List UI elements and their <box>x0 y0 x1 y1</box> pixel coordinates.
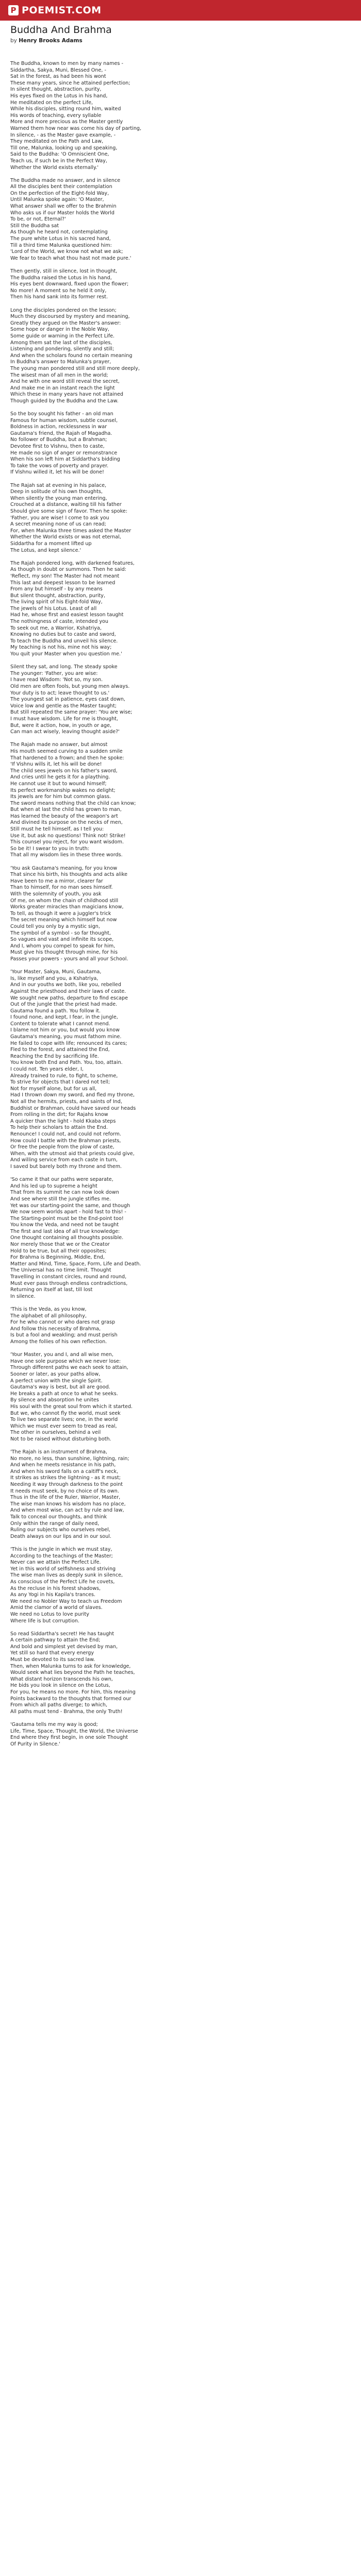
poem-line: Old men are often fools, but young men always. <box>10 684 130 689</box>
poem-line: In silence, - as the Master gave example, - <box>10 132 116 138</box>
poem-line: Sooner or later, as your paths allow, <box>10 1371 101 1377</box>
poem-line: And willing service from each caste in turn, <box>10 1157 118 1163</box>
poem-line: He failed to cope with life; renounced its cares; <box>10 1040 127 1046</box>
poem-line: So read Siddartha's secret! He has taught <box>10 1631 114 1637</box>
poem-line: Content to tolerate what I cannot mend. <box>10 1021 110 1027</box>
poem-line: Its perfect workmanship wakes no delight; <box>10 787 116 793</box>
poem-line: Some guide or warning in the Perfect Life. <box>10 333 115 339</box>
poem-stanza <box>10 268 351 301</box>
poem-line: Only within the range of daily need, <box>10 1520 100 1527</box>
poem-line: All the disciples bent their contemplation <box>10 184 112 190</box>
poem-line: He made no sign of anger or remonstrance <box>10 450 118 456</box>
poem-line: Some hope or danger in the Noble Way, <box>10 327 109 333</box>
poem-line: Returning on itself at last, till lost <box>10 1287 93 1293</box>
poem-line: Till one, Malunka, looking up and speaking, <box>10 145 118 151</box>
poem-line: As though in doubt or summons. Then he said: <box>10 567 126 573</box>
poem-line: So vagues and vast and infinite its scope, <box>10 937 114 943</box>
poem-line: Then gently, still in silence, lost in thought, <box>10 268 118 274</box>
poem-line: That from its summit he can now look down <box>10 1190 119 1196</box>
author-link[interactable]: Henry Brooks Adams <box>19 38 83 44</box>
poem-line: Siddartha, Sakya, Muni, Blessed One, - <box>10 67 106 73</box>
poem-line: We fear to teach what thou hast not made pure.' <box>10 255 132 261</box>
poem-line: To live two separate lives; one, in the world <box>10 1417 118 1423</box>
poem-line: Ruling our subjects who ourselves rebel, <box>10 1527 110 1533</box>
poem-line: Can man act wisely, leaving thought aside?' <box>10 729 120 735</box>
poem-container <box>10 24 351 1754</box>
poem-line: No more, no less, than sunshine, lightning, rain; <box>10 1455 129 1462</box>
poem-line: It needs must seek, by no choice of its own. <box>10 1488 119 1494</box>
poem-line: Renounce! I could not, and could not reform. <box>10 1131 121 1137</box>
poem-stanza <box>10 1307 351 1346</box>
poem-line: Must give his thought through mine, for his <box>10 950 118 956</box>
poem-line: We now seem worlds apart - hold fast to this! - <box>10 1209 126 1215</box>
poem-line: Amid the clamor of a world of slaves. <box>10 1605 103 1611</box>
poem-line: For you, he means no more. For him, this meaning <box>10 1689 136 1696</box>
poem-line: And divined its purpose on the necks of men, <box>10 820 123 826</box>
poem-line: End where they first begin, in one sole Thought <box>10 1735 128 1741</box>
poem-line: Knowing no duties but to caste and sword, <box>10 632 116 638</box>
poem-line: The Rajah made no answer, but almost <box>10 742 108 748</box>
poem-line: That since his birth, his thoughts and acts alike <box>10 872 127 878</box>
poem-line: The jewels of his Lotus. Least of all <box>10 605 97 612</box>
poem-line: Of Purity in Silence.' <box>10 1741 60 1747</box>
poem-line: I have read Wisdom: 'Not so, my son. <box>10 677 103 683</box>
poem-line: Among them sat the last of the disciples, <box>10 340 112 346</box>
poem-line: The Buddha made no answer, and in silence <box>10 177 121 183</box>
poem-line: Though guided by the Buddha and the Law. <box>10 398 119 404</box>
poem-line: On the perfection of the Eight-fold Way, <box>10 190 109 196</box>
poem-line: And make me in an instant reach the light <box>10 385 115 391</box>
site-header <box>0 0 361 21</box>
poem-line: Gautama's way is best, but all are good. <box>10 1384 110 1391</box>
poem-line: From any but himself - by any means <box>10 586 103 592</box>
poem-line: The young man pondered still and still more deeply, <box>10 365 140 371</box>
poem-line: The wisest man of all men in the world; <box>10 372 108 378</box>
poem-line: Gautama found a path. You follow it. <box>10 1008 101 1014</box>
poem-line: The wise man lives as deeply sunk in silence, <box>10 1572 123 1579</box>
poem-line: Is but a fool and weakling; and must perish <box>10 1332 118 1338</box>
poem-line: 'This is the jungle in which we must stay, <box>10 1546 112 1552</box>
poem-line: The Universal has no time limit. Thought <box>10 1267 111 1274</box>
poem-line: As conscious of the Perfect Life he covets, <box>10 1579 115 1585</box>
poem-line: The Rajah pondered long, with darkened features, <box>10 560 135 566</box>
poem-line: Has learned the beauty of the weapon's art <box>10 813 118 819</box>
poem-line: 'The Rajah is an instrument of Brahma, <box>10 1449 107 1455</box>
poem-line: I blame not him or you, but would you know <box>10 1027 120 1033</box>
poem-line: Life, Time, Space, Thought, the World, the Universe <box>10 1728 138 1734</box>
poem-line: Listening and pondering, silently and still; <box>10 346 114 352</box>
poem-line: Should give some sign of favor. Then he spoke: <box>10 508 127 514</box>
poem-line: We need no Lotus to love purity <box>10 1611 89 1617</box>
poem-line: Hold to be true, but all their opposites; <box>10 1248 107 1254</box>
poem-line: Must ever pass through endless contradictions, <box>10 1280 128 1286</box>
poem-line: By silence and absorption he unites <box>10 1397 99 1403</box>
poem-line: Death always on our lips and in our soul. <box>10 1533 111 1539</box>
poem-line: Needing it way through darkness to the point <box>10 1482 123 1488</box>
poem-line: But silent thought, abstraction, purity, <box>10 592 105 599</box>
poem-line: And his led up to supreme a height <box>10 1183 97 1189</box>
poem-line: Could tell you only by a mystic sign, <box>10 923 100 929</box>
poem-line: They meditated on the Path and Law, <box>10 139 104 145</box>
poem-line: The first and last idea of all true knowledge: <box>10 1228 120 1234</box>
poem-line: But when at last the child has grown to man, <box>10 807 122 813</box>
poem-line: Whether the World exists eternally.' <box>10 164 99 171</box>
poem-line: That hardened to a frown; and then he spoke: <box>10 755 124 761</box>
poem-line: A certain pathway to attain the End; <box>10 1637 101 1643</box>
poem-line: To tell, as though it were a juggler's trick <box>10 910 111 917</box>
poem-stanza <box>10 1631 351 1716</box>
poem-stanza <box>10 1177 351 1300</box>
poem-line: Still must he tell himself, as I tell you: <box>10 826 104 833</box>
poem-line: And cries until he gets it for a plaything. <box>10 774 110 781</box>
poem-line: Passes your powers - yours and all your School. <box>10 956 128 962</box>
poem-line: Then his hand sank into its former rest. <box>10 294 108 300</box>
poem-line: The Lotus, and kept silence.' <box>10 547 81 553</box>
poem-line: And when his sword falls on a caitiff's neck, <box>10 1468 119 1475</box>
poem-line: 'If Vishnu wills it, let his will be done! <box>10 761 102 768</box>
poem-stanza <box>10 61 351 171</box>
poem-line: All paths must tend - Brahma, the only Truth! <box>10 1708 123 1715</box>
poem-stanza <box>10 1547 351 1624</box>
poem-line: In silence. <box>10 1293 36 1299</box>
poem-line: Which these in many years have not attained <box>10 392 123 398</box>
poem-line: You know both End and Path. You, too, attain. <box>10 1060 123 1066</box>
poem-line: Greatly they argued on the Master's answer: <box>10 320 121 326</box>
poem-line: Among the follies of his own reflection. <box>10 1338 107 1345</box>
poem-line: The secret meaning which himself but now <box>10 917 117 923</box>
poem-line: From rolling in the dirt; for Rajahs know <box>10 1112 108 1118</box>
site-logo[interactable] <box>8 5 102 16</box>
poem-body <box>10 61 351 1748</box>
poem-line: And when he meets resistance in his path, <box>10 1462 116 1468</box>
poem-stanza <box>10 178 351 262</box>
poem-line: Buddhist or Brahman, could have saved our heads <box>10 1105 136 1111</box>
poem-line: Still the Buddha sat <box>10 223 59 229</box>
poem-line: Your duty is to act; leave thought to us.' <box>10 690 110 696</box>
poem-line: Which we must ever seem to tread as real, <box>10 1423 117 1429</box>
poem-line: You quit your Master when you question me.' <box>10 651 122 657</box>
poem-stanza <box>10 483 351 554</box>
byline-prefix: by <box>10 38 19 44</box>
poem-line: No more! A moment so he held it only, <box>10 287 107 294</box>
poem-line: This last and deepest lesson to be learned <box>10 580 116 586</box>
poem-line: But we, who cannot fly the world, must seek <box>10 1410 121 1416</box>
poem-line: To help their scholars to attain the End. <box>10 1125 108 1131</box>
poem-line: Whether the World exists or was not eternal, <box>10 534 121 540</box>
poem-line: Than to himself, for no man sees himself. <box>10 885 113 891</box>
poem-line: Voice low and gentle as the Master taught; <box>10 703 117 709</box>
poem-line: Gautama's meaning, you must fathom mine. <box>10 1034 122 1040</box>
poem-line: Teach us, if such be in the Perfect Way, <box>10 158 107 164</box>
poem-line: 'So came it that our paths were separate, <box>10 1177 113 1183</box>
poem-line: I saved but barely both my throne and them. <box>10 1163 122 1170</box>
poem-line: I must have wisdom. Life for me is thought, <box>10 716 118 722</box>
poem-line: Till a third time Malunka questioned him: <box>10 242 112 248</box>
poem-line: What answer shall we offer to the Brahmin <box>10 204 117 210</box>
poem-line: Fled to the forest, and attained the End, <box>10 1047 110 1053</box>
poem-line: He meditated on the perfect Life, <box>10 99 93 106</box>
poem-line: Reaching the End by sacrificing life. <box>10 1053 99 1059</box>
poem-line: In silent thought, abstraction, purity, <box>10 87 102 93</box>
poem-line: Gautama's friend, the Rajah of Magadha. <box>10 430 112 436</box>
poem-line: The Buddha raised the Lotus in his hand, <box>10 275 112 281</box>
poem-line: Much they discoursed by mystery and meaning, <box>10 314 130 320</box>
poem-line: Then, when Malunka turns to ask for knowledge, <box>10 1663 131 1669</box>
logo-text: POEMIST.COM <box>22 5 102 16</box>
poem-line: Yet was our starting-point the same, and though <box>10 1202 130 1209</box>
poem-line: Thus in the life of the Ruler, Warrior, Master, <box>10 1495 121 1501</box>
poem-line: And in our youths we both, like you, rebelled <box>10 982 121 988</box>
poem-line: As the recluse in his forest shadows, <box>10 1585 101 1591</box>
poem-line: Would seek what lies beyond the Path he teaches, <box>10 1670 135 1676</box>
poem-line: Where life is but corruption. <box>10 1618 79 1624</box>
poem-line: The living spirit of his Eight-fold Way, <box>10 599 103 605</box>
poem-line: Not to be raised without disturbing both. <box>10 1436 111 1442</box>
poem-line: 'Father, you are wise! I come to ask you <box>10 515 109 521</box>
poem-line: Boldness in action, recklessness in war <box>10 424 107 430</box>
poem-line: Crouched at a distance, waiting till his father <box>10 502 122 508</box>
poem-line: A quicker than the light - hold Kkaba steps <box>10 1118 116 1124</box>
poem-line: For he who cannot or who dares not grasp <box>10 1319 116 1326</box>
poem-line: But still repeated the same prayer: 'You are wise; <box>10 709 133 716</box>
poem-line: Talk to conceal our thoughts, and think <box>10 1514 107 1520</box>
poem-line: Already trained to rule, to fight, to scheme, <box>10 1073 118 1079</box>
poem-line: The Buddha, known to men by many names - <box>10 61 123 66</box>
poem-line: Out of the jungle that the priest had made. <box>10 1002 118 1008</box>
poem-byline <box>10 37 351 44</box>
poem-line: He cannot use it but to wound himself; <box>10 781 107 787</box>
poem-line: How could I battle with the Brahman priests, <box>10 1138 121 1144</box>
poem-line: Never can we attain the Perfect Life. <box>10 1560 101 1566</box>
logo-icon: P <box>8 5 19 15</box>
poem-line: His eyes fixed on the Lotus in his hand, <box>10 93 108 99</box>
poem-line: The alphabet of all philosophy, <box>10 1313 87 1319</box>
poem-line: And I, whom you compel to speak for him, <box>10 943 116 949</box>
poem-line: Deep in solitude of his own thoughts, <box>10 489 103 495</box>
poem-line: The Starting-point must be the End-point too! <box>10 1215 124 1222</box>
poem-line: I found none, and kept, I fear, in the jungle, <box>10 1014 118 1021</box>
poem-line: Siddartha for a moment lifted up <box>10 540 92 547</box>
poem-line: The symbol of a symbol - so far thought, <box>10 930 111 936</box>
poem-line: Not for myself alone, but for us all, <box>10 1086 97 1092</box>
poem-line: The youngest sat in patience, eyes cast down, <box>10 697 125 703</box>
poem-line: The child sees jewels on his father's sword, <box>10 768 118 774</box>
poem-line: Not all the hermits, priests, and saints of Ind, <box>10 1099 122 1105</box>
poem-line: Silent they sat, and long. The steady spoke <box>10 664 118 670</box>
poem-line: To be, or not, Eternal?' <box>10 216 66 223</box>
poem-line: To teach the Buddha and unveil his silence. <box>10 638 118 644</box>
poem-line: Nor merely those that we or the Creator <box>10 1242 110 1248</box>
poem-line: So be it! I swear to you in truth: <box>10 845 89 852</box>
poem-line: As any Yogi in his Kapila's trances. <box>10 1592 96 1598</box>
poem-line: No follower of Buddha, but a Brahman; <box>10 437 107 443</box>
poem-line: And bold and simplest yet devised by man, <box>10 1643 118 1650</box>
poem-stanza <box>10 969 351 1170</box>
poem-line: Have been to me a mirror, clearer far <box>10 878 103 884</box>
poem-line: The wise man knows his wisdom has no place, <box>10 1501 126 1507</box>
poem-line: But, were it action, how, in youth or age, <box>10 722 112 728</box>
poem-line: Or free the people from the plow of caste, <box>10 1144 114 1150</box>
poem-line: Through different paths we each seek to attain, <box>10 1365 128 1371</box>
poem-line: Until Malunka spoke again: 'O Master, <box>10 197 104 203</box>
poem-line: His words of teaching, every syllable <box>10 112 102 118</box>
poem-title: Buddha And Brahma <box>10 24 112 36</box>
poem-line: 'Lord of the World, we know not what we ask; <box>10 249 123 255</box>
poem-line: Use it, but ask no questions! Think not! Strike! <box>10 833 126 839</box>
poem-line: These many years, since he attained perfection; <box>10 80 130 86</box>
poem-line: Is, like myself and you, a Kshatriya, <box>10 975 99 981</box>
poem-line: And he with one word still reveal the secret, <box>10 379 120 385</box>
poem-line: And when the scholars found no certain meaning <box>10 352 133 359</box>
poem-line: In Buddha's answer to Malunka's prayer, <box>10 359 111 365</box>
poem-line: The other in ourselves, behind a veil <box>10 1430 101 1436</box>
poem-line: So the boy sought his father - an old man <box>10 411 113 417</box>
poem-line: Had I thrown down my sword, and fled my throne, <box>10 1092 135 1098</box>
poem-line: Matter and Mind, Time, Space, Form, Life and Death. <box>10 1261 141 1267</box>
poem-line: We need no Nobler Way to teach us Freedom <box>10 1598 122 1604</box>
poem-line: Its jewels are for him but common glass. <box>10 794 111 800</box>
poem-stanza <box>10 664 351 736</box>
poem-line: 'Your Master, you and I, and all wise men, <box>10 1352 113 1358</box>
poem-line: Famous for human wisdom, subtle counsel, <box>10 417 118 423</box>
poem-line: Long the disciples pondered on the lesson; <box>10 307 117 313</box>
poem-line: Yet still so hard that every energy <box>10 1650 94 1656</box>
poem-line: To strive for objects that I dared not tell; <box>10 1079 110 1086</box>
poem-stanza <box>10 411 351 476</box>
poem-line: As though he heard not, contemplating <box>10 229 108 235</box>
poem-line: If Vishnu willed it, let his will be done! <box>10 469 104 476</box>
poem-line: What distant horizon transcends his own, <box>10 1676 113 1682</box>
poem-stanza <box>10 866 351 963</box>
poem-line: This counsel you reject, for you want wisdom. <box>10 839 124 845</box>
poem-line: And see where still the jungle stifles me. <box>10 1196 111 1202</box>
poem-line: And when most wise, can act by rule and law, <box>10 1507 124 1514</box>
poem-line: For, when Malunka three times asked the Master <box>10 528 132 534</box>
poem-line: For Brahma is Beginning, Middle, End, <box>10 1255 105 1261</box>
poem-line: He bids you look in silence on the Lotus, <box>10 1683 110 1689</box>
poem-stanza <box>10 308 351 405</box>
poem-line: Travelling in constant circles, round and round, <box>10 1274 127 1280</box>
poem-line: Works greater miracles than magicians know, <box>10 904 124 910</box>
poem-line: From which all paths diverge; to which, <box>10 1702 107 1708</box>
poem-stanza <box>10 1449 351 1540</box>
poem-line: That all my wisdom lies in these three words. <box>10 852 123 858</box>
poem-line: Of me, on whom the chain of childhood still <box>10 897 119 904</box>
poem-line: I could not. Ten years elder, I, <box>10 1066 84 1073</box>
poem-line: His soul with the great soul from which it started. <box>10 1403 133 1410</box>
poem-stanza <box>10 742 351 859</box>
poem-line: With the solemnity of youth, you ask <box>10 891 102 897</box>
poem-line: Must be devoted to its sacred law. <box>10 1657 95 1663</box>
poem-line: When, with the utmost aid that priests could give, <box>10 1150 135 1157</box>
poem-line: When his son left him at Siddartha's bidding <box>10 456 120 463</box>
poem-line: 'Reflect, my son! The Master had not meant <box>10 573 120 579</box>
poem-stanza <box>10 561 351 658</box>
poem-line: Have one sole purpose which we never lose: <box>10 1358 121 1364</box>
poem-line: The nothingness of caste, intended you <box>10 619 109 625</box>
poem-line: Who asks us if our Master holds the World <box>10 210 114 216</box>
poem-line: When silently the young man entering, <box>10 495 107 501</box>
poem-line: His eyes bent downward, fixed upon the flower; <box>10 281 129 287</box>
poem-line: The pure white Lotus in his sacred hand, <box>10 236 111 242</box>
poem-line: His mouth seemed curving to a sudden smile <box>10 748 123 754</box>
poem-line: 'You ask Gautama's meaning, for you know <box>10 865 118 871</box>
poem-line: Yet in this world of selfishness and striving <box>10 1566 116 1572</box>
poem-stanza <box>10 1722 351 1748</box>
poem-line: More and more precious as the Master gently <box>10 119 123 125</box>
poem-line: 'Your Master, Sakya, Muni, Gautama, <box>10 969 102 975</box>
poem-stanza <box>10 1352 351 1443</box>
poem-line: The sword means nothing that the child can know; <box>10 800 136 806</box>
poem-line: To take the vows of poverty and prayer. <box>10 463 109 469</box>
poem-line: And follow this necessity of Brahma, <box>10 1326 101 1332</box>
poem-line: My teaching is not his, mine not his way; <box>10 645 112 651</box>
poem-line: You know the Veda, and need not be taught <box>10 1222 119 1228</box>
poem-line: It strikes as strikes the lightning - as it must; <box>10 1475 121 1481</box>
poem-line: Sat in the forest, as had been his wont <box>10 74 106 80</box>
poem-line: According to the teachings of the Master; <box>10 1553 113 1559</box>
poem-line: He breaks a path at once to what he seeks. <box>10 1391 118 1397</box>
poem-line: We sought new paths, departure to find escape <box>10 995 128 1001</box>
poem-line: To seek out me, a Warrior, Kshatriya, <box>10 625 102 631</box>
poem-line: Against the priesthood and their laws of caste. <box>10 988 126 994</box>
poem-line: Warned them how near was come his day of parting, <box>10 125 142 131</box>
poem-line: Points backward to the thoughts that formed our <box>10 1696 132 1702</box>
poem-line: While his disciples, sitting round him, waited <box>10 106 121 112</box>
poem-line: A secret meaning none of us can read; <box>10 521 106 528</box>
poem-line: Devotee first to Vishnu, then to caste, <box>10 444 105 450</box>
poem-line: The younger: 'Father, you are wise: <box>10 670 98 676</box>
poem-line: 'This is the Veda, as you know, <box>10 1307 87 1312</box>
poem-line: A perfect union with the single Spirit. <box>10 1378 103 1384</box>
poem-line: The Rajah sat at evening in his palace, <box>10 482 107 488</box>
poem-line: Had he, whose first and easiest lesson taught <box>10 612 124 618</box>
poem-line: 'Gautama tells me my way is good; <box>10 1722 98 1727</box>
poem-line: One thought containing all thoughts possible. <box>10 1235 124 1241</box>
poem-line: Said to the Buddha: 'O Omniscient One, <box>10 151 109 158</box>
